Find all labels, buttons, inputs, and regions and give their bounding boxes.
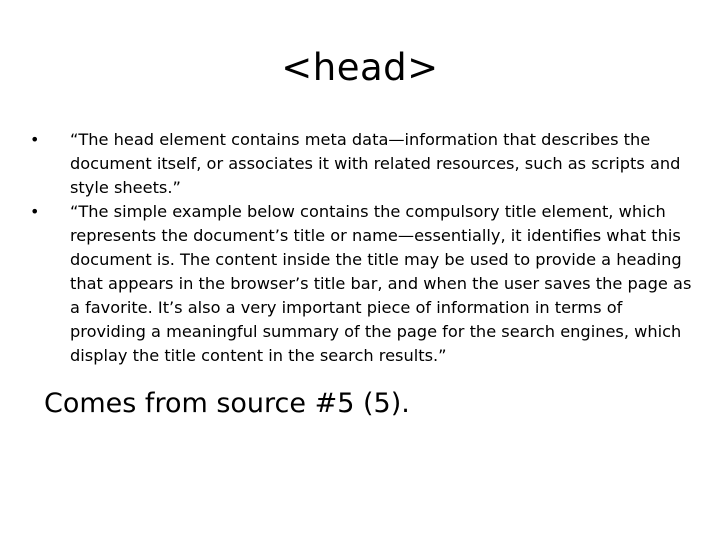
bullet-text: “The simple example below contains the compulsory title element, which represents the document’s title or name—essentially, it identifies what this document is. The content inside the title may be used to provide a heading that appears in the browser’s title bar, and when the user saves the page as a favorite. It’s also a very important piece of information in terms of providing a meaningful summary of the page for the search engines, which display the title content in the search results.” (70, 202, 692, 365)
bullet-list (28, 128, 696, 368)
bullet-item (28, 200, 696, 368)
bullet-dot-icon: • (30, 130, 40, 149)
bullet-item (28, 128, 696, 200)
bullet-text: “The head element contains meta data—information that describes the document itself, or associates it with related resources, such as scripts and style sheets.” (70, 130, 681, 197)
slide-title: <head> (281, 46, 439, 89)
bullet-dot-icon: • (30, 202, 40, 221)
source-note: Comes from source #5 (5). (44, 388, 410, 419)
